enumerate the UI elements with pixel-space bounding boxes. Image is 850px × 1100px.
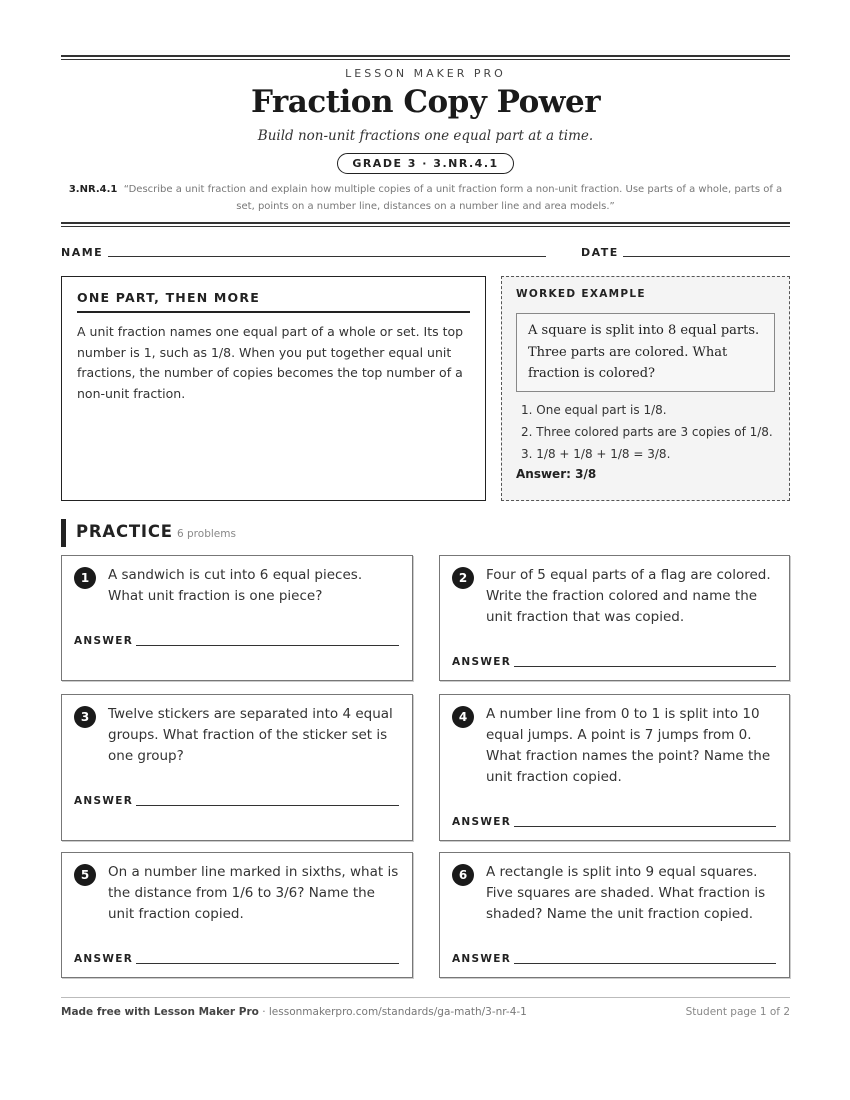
problem-card [61, 852, 413, 978]
problem-text: Twelve stickers are separated into 4 equal groups. What fraction of the sticker set is one group? [108, 706, 393, 764]
answer-field[interactable] [136, 645, 399, 646]
standard-description [61, 181, 790, 215]
worked-example-answer: Answer: 3/8 [516, 466, 597, 481]
problem-card [439, 694, 790, 841]
footer-credit [61, 1006, 527, 1018]
grade-badge: GRADE 3 · 3.NR.4.1 [337, 153, 513, 174]
header-top-rule [61, 55, 790, 60]
problem-number: 2 [452, 567, 474, 589]
footer-page-number: Student page 1 of 2 [685, 1006, 790, 1018]
footer-rule [61, 997, 790, 998]
problem-number: 6 [452, 864, 474, 886]
problem-card [61, 694, 413, 841]
practice-count: 6 problems [177, 528, 236, 540]
problem-text: A rectangle is split into 9 equal squares. Five squares are shaded. What fraction is shaded? Name the unit fraction copied. [486, 864, 766, 922]
worked-example-question: A square is split into 8 equal parts. Three parts are colored. What fraction is colored? [516, 313, 775, 392]
name-field[interactable] [108, 256, 546, 257]
worked-example-step: 2. Three colored parts are 3 copies of 1/8. [521, 424, 773, 439]
date-label: DATE [581, 246, 619, 259]
answer-label: ANSWER [452, 816, 512, 828]
page-subtitle: Build non-unit fractions one equal part at a time. [257, 128, 594, 144]
answer-label: ANSWER [74, 635, 134, 647]
problem-text: A sandwich is cut into 6 equal pieces. What unit fraction is one piece? [108, 567, 363, 604]
brand-name: LESSON MAKER PRO [345, 67, 506, 80]
practice-title: PRACTICE [76, 522, 173, 541]
standard-text: “Describe a unit fraction and explain how multiple copies of a unit fraction form a non-unit fraction. Use parts of a whole, parts of a set, points on a number line, distances on a number line and area models.” [123, 184, 783, 212]
problem-number: 1 [74, 567, 96, 589]
grade-badge-wrap [61, 152, 790, 174]
page-title: Fraction Copy Power [250, 84, 601, 120]
answer-label: ANSWER [452, 953, 512, 965]
problem-number: 3 [74, 706, 96, 728]
definition-box [61, 276, 486, 501]
date-field[interactable] [623, 256, 790, 257]
header-bottom-rule [61, 222, 790, 227]
problem-number: 5 [74, 864, 96, 886]
problem-number: 4 [452, 706, 474, 728]
worked-example-heading: WORKED EXAMPLE [516, 288, 646, 300]
answer-field[interactable] [514, 963, 776, 964]
worked-example-box [501, 276, 790, 501]
problem-text: Four of 5 equal parts of a flag are colored. Write the fraction colored and name the unit fraction that was copied. [486, 567, 771, 625]
problem-text: On a number line marked in sixths, what is the distance from 1/6 to 3/6? Name the unit fraction copied. [108, 864, 399, 922]
problem-text: A number line from 0 to 1 is split into 10 equal jumps. A point is 7 jumps from 0. What fraction names the point? Name the unit fraction copied. [486, 706, 771, 785]
worked-example-step: 3. 1/8 + 1/8 + 1/8 = 3/8. [521, 446, 671, 461]
footer-link[interactable]: · lessonmakerpro.com/standards/ga-math/3-nr-4-1 [262, 1006, 527, 1018]
answer-field[interactable] [514, 666, 776, 667]
name-date-row [61, 244, 790, 264]
footer-brand: Made free with Lesson Maker Pro [61, 1006, 259, 1018]
answer-label: ANSWER [452, 656, 512, 668]
answer-field[interactable] [514, 826, 776, 827]
definition-body: A unit fraction names one equal part of a whole or set. Its top number is 1, such as 1/8. When you put together equal unit fractions, the number of copies becomes the top number of a non-unit fraction. [77, 324, 464, 401]
definition-heading: ONE PART, THEN MORE [77, 290, 470, 313]
practice-section-header [61, 519, 790, 547]
name-label: NAME [61, 246, 104, 259]
problem-card [61, 555, 413, 681]
answer-label: ANSWER [74, 795, 134, 807]
answer-field[interactable] [136, 805, 399, 806]
problem-card [439, 852, 790, 978]
worked-example-step: 1. One equal part is 1/8. [521, 402, 667, 417]
answer-field[interactable] [136, 963, 399, 964]
practice-accent-bar [61, 519, 66, 547]
problem-card [439, 555, 790, 681]
worked-example-steps [516, 399, 775, 465]
answer-label: ANSWER [74, 953, 134, 965]
standard-code: 3.NR.4.1 [68, 184, 118, 195]
